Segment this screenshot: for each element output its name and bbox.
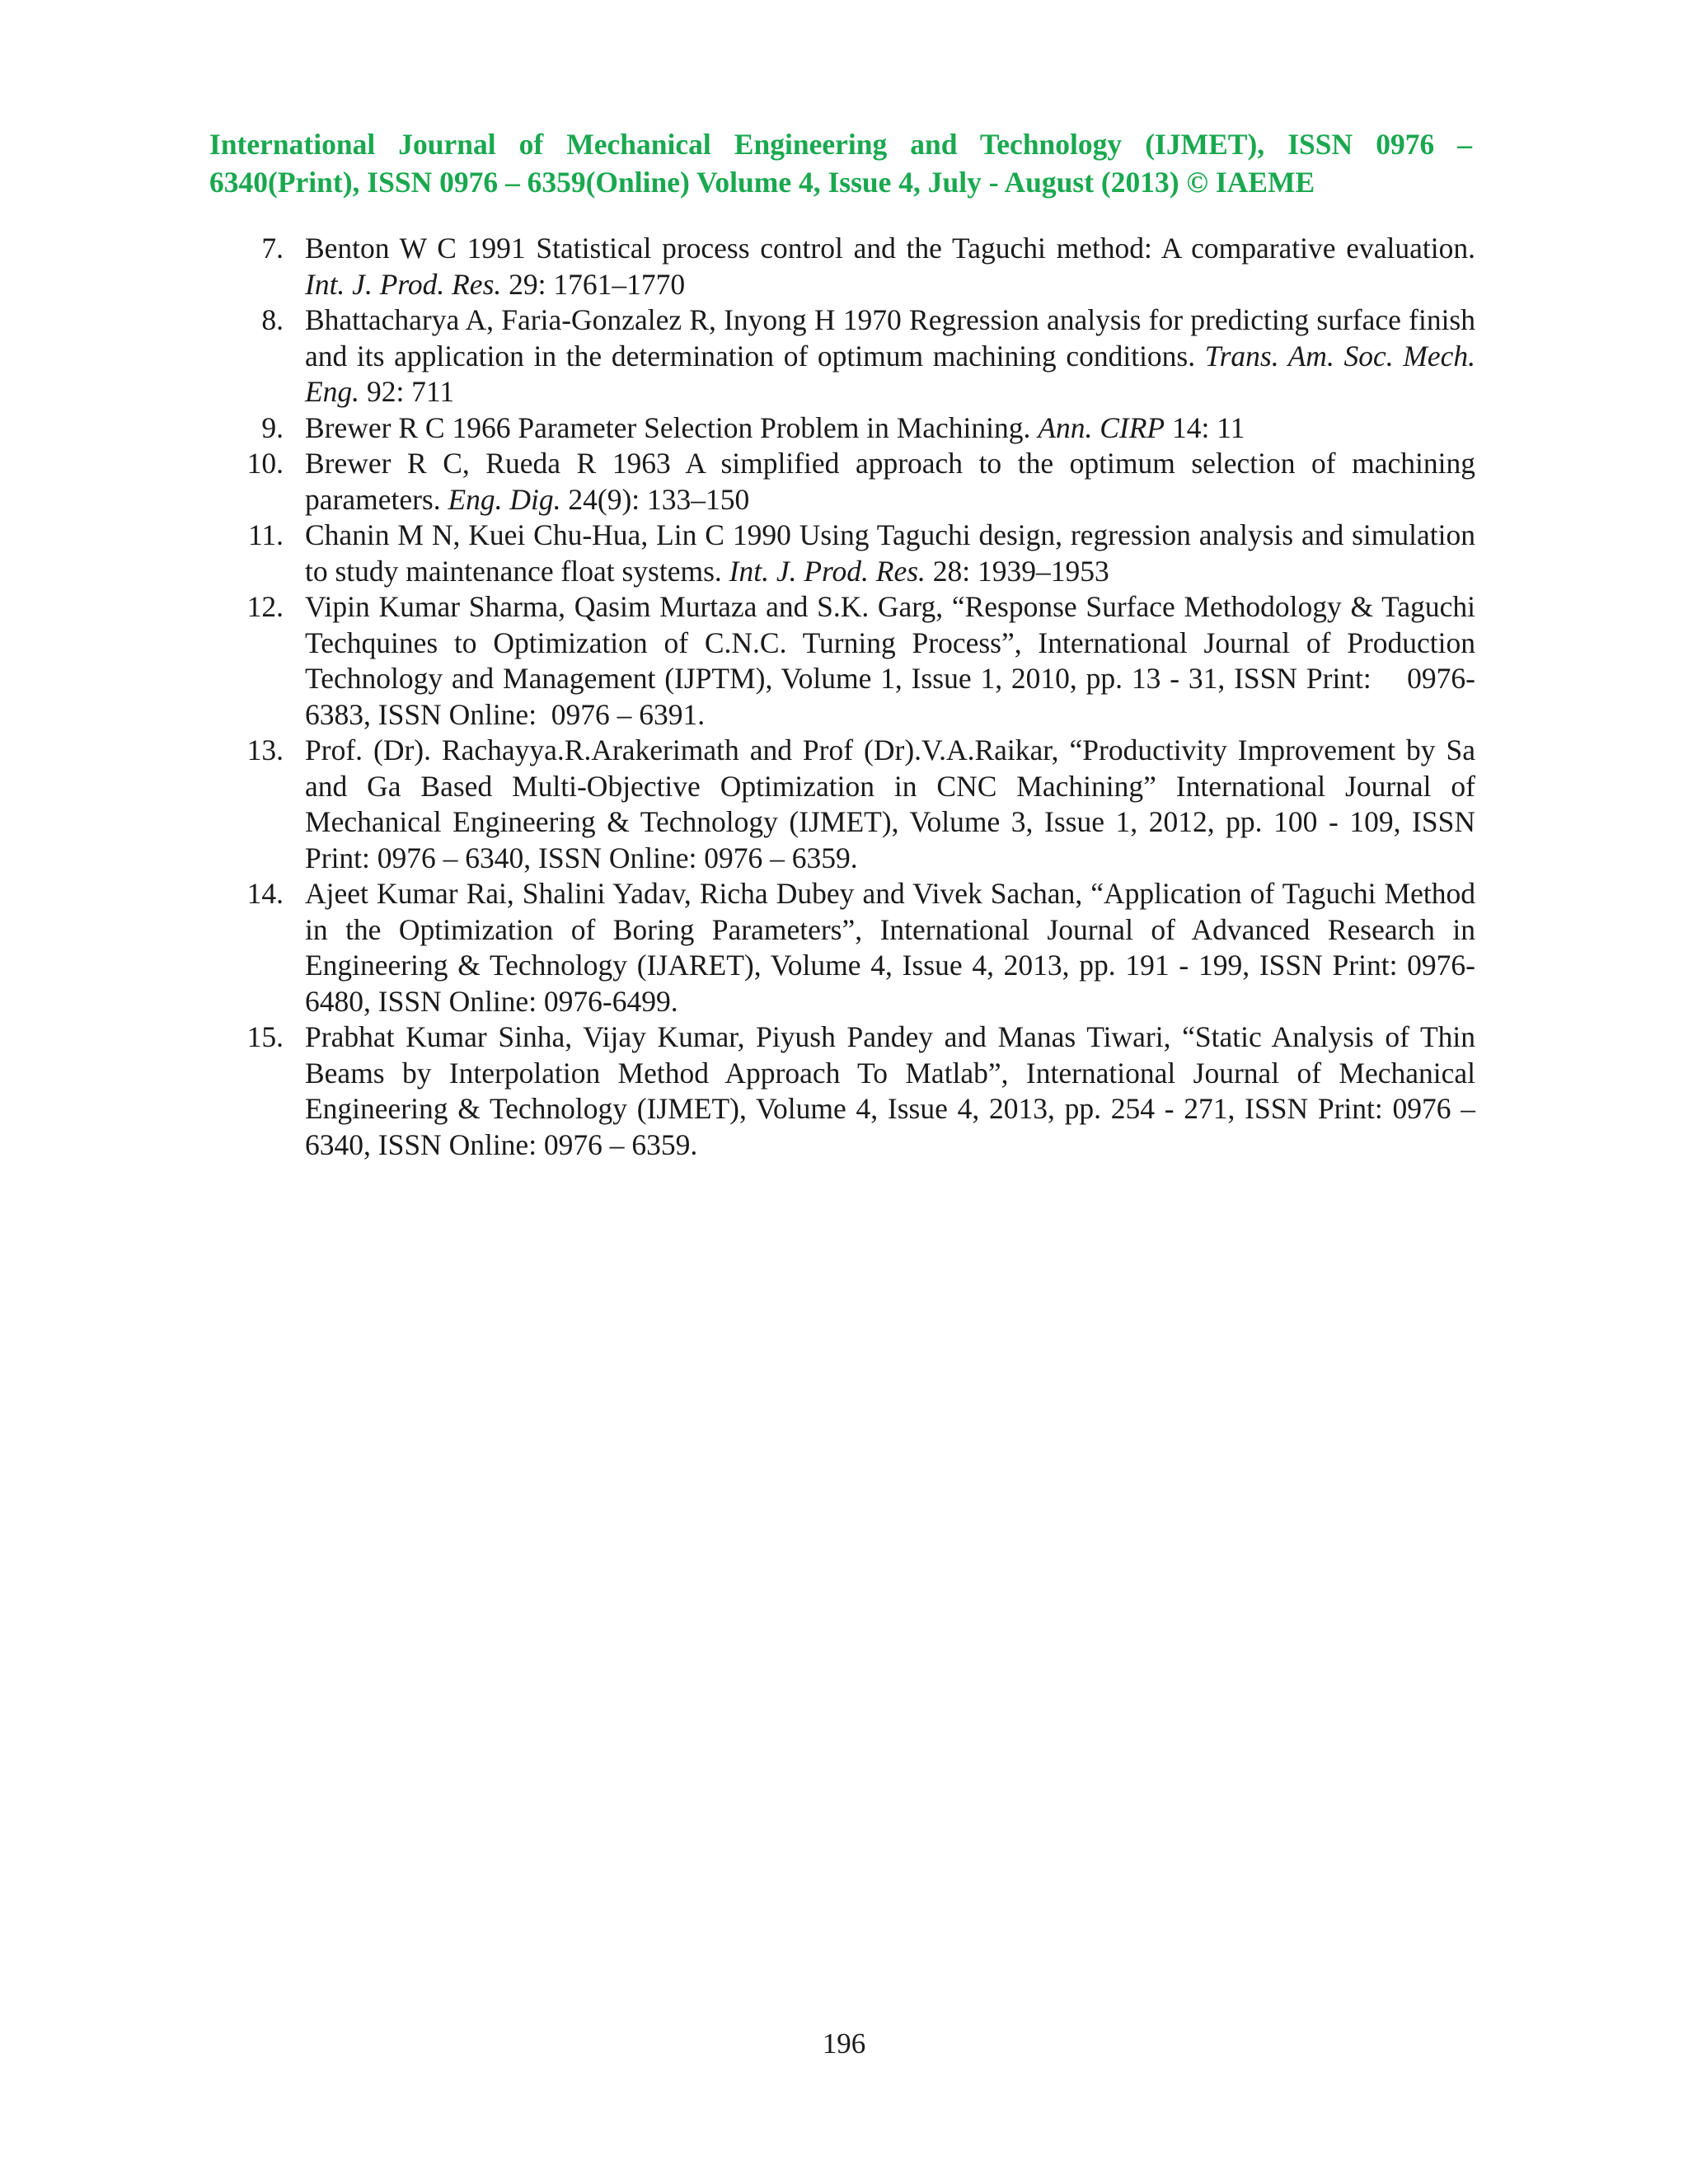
reference-text <box>305 302 1475 410</box>
reference-number: 11. <box>247 518 284 551</box>
reference-number: 14. <box>246 877 284 910</box>
reference-item-15 <box>244 1019 1475 1163</box>
reference-number: 12. <box>246 590 284 623</box>
journal-header-line-2: 6340(Print), ISSN 0976 – 6359(Online) Volume 4, Issue 4, July - August (2013) © IAEME <box>209 166 1315 199</box>
reference-item-9 <box>244 410 1475 447</box>
reference-text <box>305 410 1475 447</box>
reference-item-13 <box>244 733 1475 876</box>
reference-item-14 <box>244 876 1475 1019</box>
reference-number: 8. <box>261 303 284 336</box>
reference-text <box>305 518 1475 589</box>
reference-list <box>244 231 1483 1163</box>
reference-text-tail: 29: 1761–1770 <box>501 267 686 301</box>
reference-number: 9. <box>261 410 284 444</box>
reference-item-12 <box>244 589 1483 733</box>
reference-text: Prof. (Dr). Rachayya.R.Arakerimath and Prof (Dr).V.A.Raikar, “Productivity Improvement by Sa and Ga Based Multi-Objective Optimization in CNC Machining” International Journal of Mechanical Engineering & Technology (IJMET), Volume 3, Issue 1, 2012, pp. 100 - 109, ISSN Print: 0976 – 6340, ISSN Online: 0976 – 6359. <box>305 733 1475 874</box>
reference-number: 10. <box>246 447 284 480</box>
reference-text <box>305 446 1475 518</box>
reference-number: 7. <box>261 232 284 265</box>
reference-text: Vipin Kumar Sharma, Qasim Murtaza and S.K. Garg, “Response Surface Methodology & Taguchi Techquines to Optimization of C.N.C. Turning Process”, International Journal of Production Technology and Management (IJPTM), Volume 1, Issue 1, 2010, pp. 13 - 31, ISSN Print: 0976- 6383, ISSN Online: 0976 – 6391. <box>305 590 1483 731</box>
reference-text-main: Brewer R C 1966 Parameter Selection Problem in Machining. <box>305 410 1039 444</box>
reference-journal-italic: Int. J. Prod. Res. <box>729 554 926 588</box>
reference-journal-italic: Eng. Dig. <box>448 482 561 516</box>
reference-text: Prabhat Kumar Sinha, Vijay Kumar, Piyush Pandey and Manas Tiwari, “Static Analysis of Thin Beams by Interpolation Method Approach To Matlab”, International Journal of Mechanical Engineering & Technology (IJMET), Volume 4, Issue 4, 2013, pp. 254 - 271, ISSN Print: 0976 – 6340, ISSN Online: 0976 – 6359. <box>305 1020 1475 1161</box>
reference-text-main: Benton W C 1991 Statistical process control and the Taguchi method: A comparative evaluation. <box>305 232 1475 265</box>
reference-text <box>305 231 1475 302</box>
reference-text-tail: 92: 711 <box>359 375 455 408</box>
reference-text-main: Brewer R C, Rueda R 1963 A simplified approach to the optimum selection of machining parameters. <box>305 447 1475 516</box>
reference-journal-italic: Int. J. Prod. Res. <box>305 267 502 301</box>
reference-text-tail: 14: 11 <box>1165 410 1245 444</box>
reference-item-8 <box>244 302 1475 410</box>
reference-item-7 <box>244 231 1475 302</box>
reference-number: 15. <box>246 1020 284 1053</box>
reference-item-10 <box>244 446 1475 518</box>
reference-text-tail: 24(9): 133–150 <box>560 482 750 516</box>
reference-text-main: Chanin M N, Kuei Chu-Hua, Lin C 1990 Using Taguchi design, regression analysis and simulation to study maintenance float systems. <box>305 518 1475 588</box>
reference-journal-italic: Trans. Am. Soc. Mech. Eng. <box>305 339 1475 408</box>
reference-text-tail: 28: 1939–1953 <box>925 554 1109 588</box>
journal-header <box>209 125 1472 201</box>
page-number: 196 <box>822 2027 866 2060</box>
reference-journal-italic: Ann. CIRP <box>1038 410 1165 444</box>
reference-text: Ajeet Kumar Rai, Shalini Yadav, Richa Dubey and Vivek Sachan, “Application of Taguchi Method in the Optimization of Boring Parameters”, International Journal of Advanced Research in Engineering & Technology (IJARET), Volume 4, Issue 4, 2013, pp. 191 - 199, ISSN Print: 0976-6480, ISSN Online: 0976-6499. <box>305 877 1475 1018</box>
reference-text-main: Bhattacharya A, Faria-Gonzalez R, Inyong H 1970 Regression analysis for predicting surface finish and its application in the determination of optimum machining conditions. <box>305 303 1475 373</box>
journal-header-line-1: International Journal of Mechanical Engineering and Technology (IJMET), ISSN 0976 – <box>209 128 1472 161</box>
reference-item-11 <box>244 518 1475 589</box>
reference-number: 13. <box>246 733 284 766</box>
